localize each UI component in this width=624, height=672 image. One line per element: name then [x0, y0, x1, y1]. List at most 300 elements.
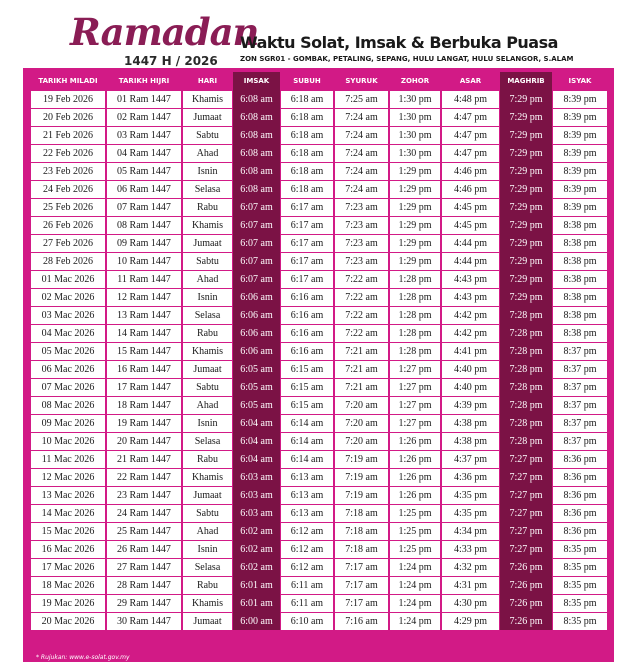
cell-syuruk: 7:19 am [334, 486, 389, 504]
cell-zohor: 1:29 pm [389, 198, 441, 216]
cell-tarikh-hijri: 01 Ram 1447 [106, 90, 182, 108]
reference-note: * Rujukan: www.e-solat.gov.my [36, 654, 130, 661]
cell-maghrib: 7:28 pm [500, 378, 552, 396]
cell-imsak: 6:07 am [233, 216, 280, 234]
cell-imsak: 6:08 am [233, 180, 280, 198]
cell-zohor: 1:29 pm [389, 252, 441, 270]
cell-maghrib: 7:28 pm [500, 342, 552, 360]
cell-isyak: 8:38 pm [552, 216, 608, 234]
cell-imsak: 6:07 am [233, 234, 280, 252]
cell-zohor: 1:26 pm [389, 468, 441, 486]
cell-imsak: 6:08 am [233, 90, 280, 108]
cell-imsak: 6:01 am [233, 576, 280, 594]
cell-imsak: 6:08 am [233, 144, 280, 162]
cell-tarikh-hijri: 03 Ram 1447 [106, 126, 182, 144]
cell-tarikh-miladi: 14 Mac 2026 [30, 504, 106, 522]
table-row [30, 360, 608, 378]
cell-asar: 4:48 pm [441, 90, 500, 108]
table-body [30, 90, 608, 630]
cell-asar: 4:47 pm [441, 126, 500, 144]
cell-subuh: 6:18 am [280, 108, 334, 126]
prayer-timetable [30, 72, 608, 630]
cell-asar: 4:39 pm [441, 396, 500, 414]
cell-tarikh-hijri: 20 Ram 1447 [106, 432, 182, 450]
cell-tarikh-miladi: 23 Feb 2026 [30, 162, 106, 180]
cell-asar: 4:46 pm [441, 162, 500, 180]
cell-tarikh-hijri: 07 Ram 1447 [106, 198, 182, 216]
cell-tarikh-hijri: 28 Ram 1447 [106, 576, 182, 594]
cell-syuruk: 7:23 am [334, 252, 389, 270]
cell-imsak: 6:04 am [233, 414, 280, 432]
cell-imsak: 6:07 am [233, 252, 280, 270]
table-row [30, 468, 608, 486]
cell-isyak: 8:38 pm [552, 252, 608, 270]
cell-tarikh-hijri: 14 Ram 1447 [106, 324, 182, 342]
cell-tarikh-miladi: 21 Feb 2026 [30, 126, 106, 144]
cell-isyak: 8:37 pm [552, 396, 608, 414]
cell-isyak: 8:37 pm [552, 342, 608, 360]
cell-maghrib: 7:27 pm [500, 522, 552, 540]
cell-zohor: 1:26 pm [389, 450, 441, 468]
cell-tarikh-miladi: 19 Mac 2026 [30, 594, 106, 612]
page-title: Waktu Solat, Imsak & Berbuka Puasa [240, 33, 558, 52]
cell-syuruk: 7:24 am [334, 126, 389, 144]
cell-isyak: 8:39 pm [552, 180, 608, 198]
table-row [30, 522, 608, 540]
cell-tarikh-hijri: 30 Ram 1447 [106, 612, 182, 630]
cell-tarikh-miladi: 09 Mac 2026 [30, 414, 106, 432]
cell-syuruk: 7:19 am [334, 468, 389, 486]
cell-isyak: 8:35 pm [552, 612, 608, 630]
cell-tarikh-miladi: 10 Mac 2026 [30, 432, 106, 450]
cell-subuh: 6:14 am [280, 414, 334, 432]
col-zohor-header: ZOHOR [389, 72, 441, 90]
cell-tarikh-hijri: 29 Ram 1447 [106, 594, 182, 612]
cell-imsak: 6:03 am [233, 468, 280, 486]
col-hari-header: HARI [182, 72, 233, 90]
cell-hari: Ahad [182, 270, 233, 288]
col-isyak-header: ISYAK [552, 72, 608, 90]
cell-zohor: 1:28 pm [389, 270, 441, 288]
cell-tarikh-miladi: 28 Feb 2026 [30, 252, 106, 270]
cell-maghrib: 7:29 pm [500, 108, 552, 126]
cell-subuh: 6:12 am [280, 522, 334, 540]
cell-syuruk: 7:17 am [334, 576, 389, 594]
cell-zohor: 1:25 pm [389, 540, 441, 558]
cell-tarikh-miladi: 02 Mac 2026 [30, 288, 106, 306]
cell-tarikh-miladi: 24 Feb 2026 [30, 180, 106, 198]
cell-syuruk: 7:21 am [334, 360, 389, 378]
cell-asar: 4:35 pm [441, 504, 500, 522]
cell-imsak: 6:02 am [233, 522, 280, 540]
cell-imsak: 6:06 am [233, 342, 280, 360]
cell-subuh: 6:13 am [280, 504, 334, 522]
table-row [30, 414, 608, 432]
cell-syuruk: 7:24 am [334, 108, 389, 126]
cell-asar: 4:34 pm [441, 522, 500, 540]
cell-isyak: 8:36 pm [552, 486, 608, 504]
cell-zohor: 1:30 pm [389, 144, 441, 162]
cell-syuruk: 7:18 am [334, 540, 389, 558]
cell-imsak: 6:02 am [233, 558, 280, 576]
cell-maghrib: 7:27 pm [500, 468, 552, 486]
cell-isyak: 8:36 pm [552, 450, 608, 468]
cell-imsak: 6:04 am [233, 432, 280, 450]
cell-zohor: 1:24 pm [389, 612, 441, 630]
cell-subuh: 6:12 am [280, 540, 334, 558]
cell-tarikh-miladi: 20 Mac 2026 [30, 612, 106, 630]
cell-subuh: 6:16 am [280, 342, 334, 360]
cell-maghrib: 7:29 pm [500, 270, 552, 288]
table-row [30, 288, 608, 306]
cell-tarikh-miladi: 03 Mac 2026 [30, 306, 106, 324]
cell-asar: 4:41 pm [441, 342, 500, 360]
cell-asar: 4:43 pm [441, 270, 500, 288]
cell-imsak: 6:05 am [233, 378, 280, 396]
cell-tarikh-hijri: 18 Ram 1447 [106, 396, 182, 414]
cell-zohor: 1:29 pm [389, 216, 441, 234]
cell-hari: Jumaat [182, 486, 233, 504]
table-row [30, 198, 608, 216]
cell-tarikh-hijri: 13 Ram 1447 [106, 306, 182, 324]
cell-asar: 4:44 pm [441, 234, 500, 252]
cell-subuh: 6:18 am [280, 126, 334, 144]
cell-tarikh-hijri: 12 Ram 1447 [106, 288, 182, 306]
cell-hari: Jumaat [182, 360, 233, 378]
cell-subuh: 6:13 am [280, 486, 334, 504]
cell-tarikh-miladi: 07 Mac 2026 [30, 378, 106, 396]
cell-asar: 4:44 pm [441, 252, 500, 270]
cell-imsak: 6:02 am [233, 540, 280, 558]
table-row [30, 270, 608, 288]
table-row [30, 576, 608, 594]
col-tarikh-hijri-header: TARIKH HIJRI [106, 72, 182, 90]
cell-hari: Khamis [182, 468, 233, 486]
cell-isyak: 8:36 pm [552, 504, 608, 522]
table-row [30, 486, 608, 504]
cell-tarikh-miladi: 05 Mac 2026 [30, 342, 106, 360]
cell-maghrib: 7:26 pm [500, 594, 552, 612]
cell-imsak: 6:08 am [233, 162, 280, 180]
cell-hari: Ahad [182, 522, 233, 540]
cell-hari: Isnin [182, 288, 233, 306]
cell-asar: 4:40 pm [441, 360, 500, 378]
cell-isyak: 8:36 pm [552, 522, 608, 540]
cell-hari: Selasa [182, 558, 233, 576]
table-row [30, 90, 608, 108]
cell-zohor: 1:29 pm [389, 162, 441, 180]
cell-isyak: 8:37 pm [552, 432, 608, 450]
cell-tarikh-hijri: 02 Ram 1447 [106, 108, 182, 126]
table-row [30, 558, 608, 576]
cell-hari: Ahad [182, 144, 233, 162]
cell-maghrib: 7:26 pm [500, 576, 552, 594]
cell-tarikh-miladi: 17 Mac 2026 [30, 558, 106, 576]
cell-zohor: 1:30 pm [389, 126, 441, 144]
cell-syuruk: 7:24 am [334, 144, 389, 162]
cell-subuh: 6:16 am [280, 306, 334, 324]
cell-tarikh-hijri: 15 Ram 1447 [106, 342, 182, 360]
cell-subuh: 6:17 am [280, 216, 334, 234]
cell-subuh: 6:18 am [280, 162, 334, 180]
cell-tarikh-hijri: 24 Ram 1447 [106, 504, 182, 522]
cell-subuh: 6:18 am [280, 180, 334, 198]
cell-syuruk: 7:22 am [334, 288, 389, 306]
cell-hari: Sabtu [182, 504, 233, 522]
table-row [30, 180, 608, 198]
cell-subuh: 6:18 am [280, 144, 334, 162]
cell-zohor: 1:29 pm [389, 234, 441, 252]
cell-zohor: 1:25 pm [389, 504, 441, 522]
cell-imsak: 6:03 am [233, 486, 280, 504]
cell-imsak: 6:05 am [233, 360, 280, 378]
cell-tarikh-miladi: 11 Mac 2026 [30, 450, 106, 468]
cell-imsak: 6:01 am [233, 594, 280, 612]
cell-imsak: 6:08 am [233, 108, 280, 126]
cell-maghrib: 7:29 pm [500, 234, 552, 252]
cell-zohor: 1:24 pm [389, 576, 441, 594]
cell-syuruk: 7:18 am [334, 522, 389, 540]
cell-asar: 4:33 pm [441, 540, 500, 558]
cell-isyak: 8:39 pm [552, 162, 608, 180]
cell-syuruk: 7:21 am [334, 342, 389, 360]
cell-syuruk: 7:22 am [334, 270, 389, 288]
cell-syuruk: 7:17 am [334, 558, 389, 576]
cell-tarikh-hijri: 17 Ram 1447 [106, 378, 182, 396]
cell-subuh: 6:12 am [280, 558, 334, 576]
cell-subuh: 6:14 am [280, 450, 334, 468]
cell-maghrib: 7:29 pm [500, 126, 552, 144]
cell-tarikh-hijri: 23 Ram 1447 [106, 486, 182, 504]
table-row [30, 594, 608, 612]
cell-asar: 4:47 pm [441, 144, 500, 162]
cell-imsak: 6:04 am [233, 450, 280, 468]
cell-tarikh-hijri: 08 Ram 1447 [106, 216, 182, 234]
cell-syuruk: 7:24 am [334, 180, 389, 198]
cell-hari: Jumaat [182, 612, 233, 630]
cell-tarikh-hijri: 22 Ram 1447 [106, 468, 182, 486]
cell-zohor: 1:27 pm [389, 414, 441, 432]
cell-hari: Khamis [182, 90, 233, 108]
cell-zohor: 1:24 pm [389, 558, 441, 576]
cell-asar: 4:37 pm [441, 450, 500, 468]
cell-zohor: 1:28 pm [389, 288, 441, 306]
cell-subuh: 6:15 am [280, 378, 334, 396]
cell-imsak: 6:05 am [233, 396, 280, 414]
cell-tarikh-hijri: 27 Ram 1447 [106, 558, 182, 576]
cell-isyak: 8:38 pm [552, 234, 608, 252]
cell-zohor: 1:28 pm [389, 306, 441, 324]
table-row [30, 234, 608, 252]
cell-zohor: 1:28 pm [389, 342, 441, 360]
cell-asar: 4:40 pm [441, 378, 500, 396]
cell-hari: Selasa [182, 180, 233, 198]
table-row [30, 612, 608, 630]
cell-isyak: 8:35 pm [552, 558, 608, 576]
cell-tarikh-miladi: 19 Feb 2026 [30, 90, 106, 108]
cell-hari: Jumaat [182, 108, 233, 126]
cell-subuh: 6:17 am [280, 252, 334, 270]
cell-syuruk: 7:18 am [334, 504, 389, 522]
cell-asar: 4:30 pm [441, 594, 500, 612]
cell-maghrib: 7:27 pm [500, 540, 552, 558]
table-row [30, 342, 608, 360]
cell-tarikh-hijri: 11 Ram 1447 [106, 270, 182, 288]
cell-tarikh-hijri: 10 Ram 1447 [106, 252, 182, 270]
cell-tarikh-miladi: 01 Mac 2026 [30, 270, 106, 288]
cell-tarikh-hijri: 19 Ram 1447 [106, 414, 182, 432]
cell-hari: Isnin [182, 414, 233, 432]
cell-maghrib: 7:29 pm [500, 198, 552, 216]
cell-tarikh-miladi: 06 Mac 2026 [30, 360, 106, 378]
cell-hari: Khamis [182, 216, 233, 234]
cell-asar: 4:38 pm [441, 432, 500, 450]
table-row [30, 378, 608, 396]
cell-maghrib: 7:28 pm [500, 432, 552, 450]
cell-tarikh-miladi: 27 Feb 2026 [30, 234, 106, 252]
cell-tarikh-hijri: 06 Ram 1447 [106, 180, 182, 198]
cell-hari: Isnin [182, 162, 233, 180]
ramadan-logo [70, 10, 259, 72]
cell-syuruk: 7:25 am [334, 90, 389, 108]
cell-maghrib: 7:27 pm [500, 450, 552, 468]
cell-subuh: 6:11 am [280, 594, 334, 612]
cell-imsak: 6:06 am [233, 324, 280, 342]
cell-maghrib: 7:29 pm [500, 180, 552, 198]
table-row [30, 216, 608, 234]
cell-syuruk: 7:23 am [334, 198, 389, 216]
cell-hari: Selasa [182, 432, 233, 450]
cell-isyak: 8:39 pm [552, 108, 608, 126]
cell-asar: 4:31 pm [441, 576, 500, 594]
table-row [30, 396, 608, 414]
cell-hari: Rabu [182, 450, 233, 468]
cell-subuh: 6:13 am [280, 468, 334, 486]
cell-asar: 4:42 pm [441, 306, 500, 324]
cell-syuruk: 7:16 am [334, 612, 389, 630]
table-row [30, 504, 608, 522]
cell-maghrib: 7:29 pm [500, 162, 552, 180]
col-syuruk-header: SYURUK [334, 72, 389, 90]
table-row [30, 108, 608, 126]
cell-imsak: 6:08 am [233, 126, 280, 144]
cell-tarikh-hijri: 04 Ram 1447 [106, 144, 182, 162]
cell-isyak: 8:37 pm [552, 378, 608, 396]
cell-asar: 4:32 pm [441, 558, 500, 576]
cell-maghrib: 7:28 pm [500, 360, 552, 378]
cell-subuh: 6:16 am [280, 324, 334, 342]
cell-tarikh-miladi: 04 Mac 2026 [30, 324, 106, 342]
cell-asar: 4:38 pm [441, 414, 500, 432]
cell-syuruk: 7:20 am [334, 396, 389, 414]
logo-word: Ramadan [70, 10, 259, 54]
cell-isyak: 8:36 pm [552, 468, 608, 486]
cell-maghrib: 7:29 pm [500, 216, 552, 234]
cell-hari: Sabtu [182, 252, 233, 270]
col-imsak-header: IMSAK [233, 72, 280, 90]
cell-subuh: 6:17 am [280, 270, 334, 288]
cell-syuruk: 7:22 am [334, 306, 389, 324]
cell-subuh: 6:15 am [280, 360, 334, 378]
table-row [30, 252, 608, 270]
cell-hari: Rabu [182, 198, 233, 216]
cell-tarikh-miladi: 08 Mac 2026 [30, 396, 106, 414]
cell-zohor: 1:28 pm [389, 324, 441, 342]
cell-maghrib: 7:28 pm [500, 414, 552, 432]
cell-zohor: 1:26 pm [389, 432, 441, 450]
table-header-row [30, 72, 608, 90]
cell-tarikh-hijri: 05 Ram 1447 [106, 162, 182, 180]
cell-subuh: 6:18 am [280, 90, 334, 108]
cell-isyak: 8:39 pm [552, 144, 608, 162]
cell-zohor: 1:26 pm [389, 486, 441, 504]
cell-maghrib: 7:29 pm [500, 288, 552, 306]
cell-maghrib: 7:28 pm [500, 324, 552, 342]
table-row [30, 540, 608, 558]
cell-syuruk: 7:23 am [334, 216, 389, 234]
cell-syuruk: 7:19 am [334, 450, 389, 468]
cell-asar: 4:36 pm [441, 468, 500, 486]
cell-isyak: 8:38 pm [552, 306, 608, 324]
cell-isyak: 8:38 pm [552, 288, 608, 306]
cell-zohor: 1:24 pm [389, 594, 441, 612]
zone-subtitle: ZON SGR01 - GOMBAK, PETALING, SEPANG, HULU LANGAT, HULU SELANGOR, S.ALAM [240, 55, 574, 63]
cell-hari: Khamis [182, 342, 233, 360]
cell-tarikh-miladi: 15 Mac 2026 [30, 522, 106, 540]
cell-hari: Isnin [182, 540, 233, 558]
cell-zohor: 1:30 pm [389, 90, 441, 108]
cell-asar: 4:35 pm [441, 486, 500, 504]
cell-tarikh-miladi: 20 Feb 2026 [30, 108, 106, 126]
cell-subuh: 6:16 am [280, 288, 334, 306]
cell-isyak: 8:37 pm [552, 360, 608, 378]
cell-maghrib: 7:28 pm [500, 396, 552, 414]
cell-zohor: 1:27 pm [389, 396, 441, 414]
cell-isyak: 8:35 pm [552, 576, 608, 594]
cell-subuh: 6:15 am [280, 396, 334, 414]
cell-isyak: 8:35 pm [552, 594, 608, 612]
cell-hari: Selasa [182, 306, 233, 324]
col-asar-header: ASAR [441, 72, 500, 90]
cell-maghrib: 7:26 pm [500, 612, 552, 630]
cell-imsak: 6:07 am [233, 198, 280, 216]
cell-syuruk: 7:17 am [334, 594, 389, 612]
cell-subuh: 6:11 am [280, 576, 334, 594]
cell-imsak: 6:00 am [233, 612, 280, 630]
cell-zohor: 1:25 pm [389, 522, 441, 540]
cell-maghrib: 7:29 pm [500, 252, 552, 270]
cell-tarikh-miladi: 26 Feb 2026 [30, 216, 106, 234]
cell-subuh: 6:17 am [280, 198, 334, 216]
logo-year: 1447 H / 2026 [124, 54, 218, 68]
cell-tarikh-hijri: 26 Ram 1447 [106, 540, 182, 558]
cell-tarikh-miladi: 18 Mac 2026 [30, 576, 106, 594]
cell-hari: Ahad [182, 396, 233, 414]
table-row [30, 126, 608, 144]
cell-tarikh-hijri: 09 Ram 1447 [106, 234, 182, 252]
cell-subuh: 6:14 am [280, 432, 334, 450]
cell-isyak: 8:39 pm [552, 90, 608, 108]
col-maghrib-header: MAGHRIB [500, 72, 552, 90]
table-row [30, 306, 608, 324]
cell-tarikh-hijri: 21 Ram 1447 [106, 450, 182, 468]
table-row [30, 432, 608, 450]
table-row [30, 324, 608, 342]
cell-asar: 4:46 pm [441, 180, 500, 198]
cell-asar: 4:45 pm [441, 198, 500, 216]
cell-tarikh-miladi: 25 Feb 2026 [30, 198, 106, 216]
cell-hari: Sabtu [182, 126, 233, 144]
